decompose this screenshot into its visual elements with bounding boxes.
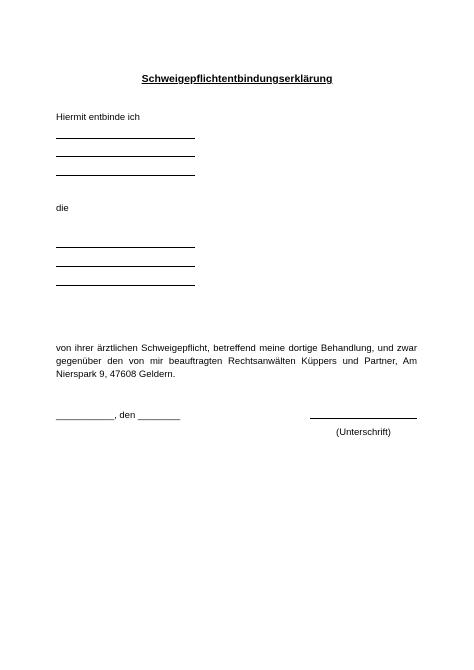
blank-line-3 xyxy=(56,175,195,176)
blank-line-5 xyxy=(56,266,195,267)
document-title: Schweigepflichtentbindungserklärung xyxy=(141,73,333,85)
blank-line-4 xyxy=(56,247,195,248)
signature-label: (Unterschrift) xyxy=(336,427,391,438)
place-date-line: ___________, den ________ xyxy=(56,410,181,421)
blank-line-2 xyxy=(56,156,195,157)
intro-text: Hiermit entbinde ich xyxy=(56,112,140,123)
blank-line-6 xyxy=(56,285,195,286)
blank-line-1 xyxy=(56,138,195,139)
die-text: die xyxy=(56,203,69,214)
signature-line xyxy=(310,418,417,419)
body-paragraph: von ihrer ärztlichen Schweigepflicht, betreffend meine dortige Behandlung, und zwar gegenüber den von mir beauftragten Rechtsanwälten Küppers und Partner, Am Nierspark 9, 47608 Geldern. xyxy=(56,343,417,380)
